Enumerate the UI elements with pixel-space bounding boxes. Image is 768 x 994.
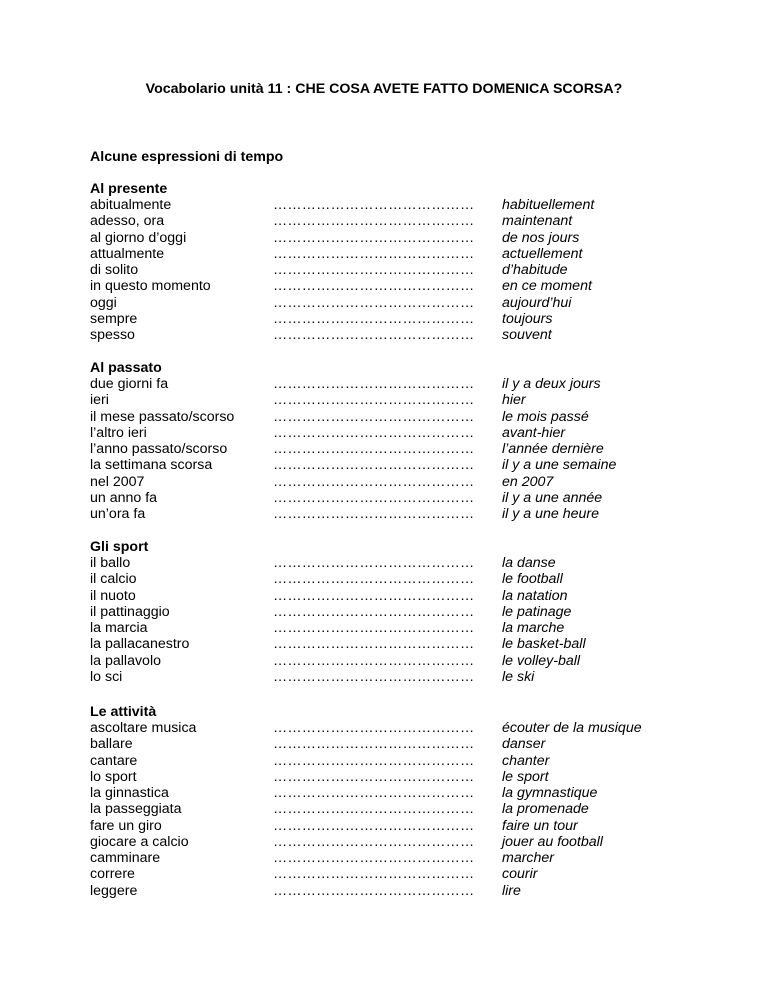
dotted-leader: ……………………………………: [273, 245, 475, 262]
italian-term: il nuoto: [90, 587, 136, 604]
dotted-leader: ……………………………………: [273, 833, 475, 850]
french-translation: le ski: [502, 668, 535, 685]
dotted-leader: ……………………………………: [273, 457, 475, 474]
dotted-leader: ……………………………………: [273, 736, 475, 753]
vocab-row: [90, 736, 690, 752]
italian-term: lo sci: [90, 668, 123, 685]
french-translation: le patinage: [502, 603, 572, 620]
french-translation: courir: [502, 866, 538, 883]
dotted-leader: ……………………………………: [273, 392, 475, 409]
french-translation: la danse: [502, 555, 556, 571]
italian-term: il mese passato/scorso: [90, 408, 235, 425]
italian-term: abitualmente: [90, 197, 172, 213]
vocab-row: [90, 604, 690, 620]
italian-term: nel 2007: [90, 473, 145, 490]
dotted-leader: ……………………………………: [273, 652, 475, 669]
italian-term: ieri: [90, 392, 109, 409]
dotted-leader: ……………………………………: [273, 262, 475, 278]
italian-term: lo sport: [90, 768, 137, 785]
french-translation: la promenade: [502, 801, 589, 818]
vocab-row: [90, 230, 690, 246]
french-translation: hier: [502, 392, 526, 409]
section-sports: [90, 539, 690, 685]
vocab-row: [90, 409, 690, 425]
vocab-row: [90, 311, 690, 327]
italian-term: correre: [90, 866, 135, 883]
dotted-leader: ……………………………………: [273, 229, 475, 246]
vocab-row: [90, 506, 690, 522]
french-translation: de nos jours: [502, 229, 580, 246]
dotted-leader: ……………………………………: [273, 801, 475, 818]
italian-term: la passeggiata: [90, 801, 182, 818]
french-translation: avant-hier: [502, 424, 566, 441]
french-translation: d’habitude: [502, 262, 568, 278]
section-heading: Gli sport: [90, 539, 149, 555]
italian-term: ascoltare musica: [90, 720, 197, 736]
italian-term: il calcio: [90, 571, 137, 588]
dotted-leader: ……………………………………: [273, 506, 475, 522]
vocab-row: [90, 753, 690, 769]
french-translation: en 2007: [502, 473, 554, 490]
italian-term: attualmente: [90, 245, 165, 262]
dotted-leader: ……………………………………: [273, 817, 475, 834]
vocab-row: [90, 213, 690, 229]
vocab-row: [90, 441, 690, 457]
italian-term: la settimana scorsa: [90, 457, 213, 474]
italian-term: il pattinaggio: [90, 603, 170, 620]
vocab-row: [90, 834, 690, 850]
dotted-leader: ……………………………………: [273, 489, 475, 506]
french-translation: la natation: [502, 587, 568, 604]
vocab-row: [90, 636, 690, 652]
french-translation: habituellement: [502, 197, 595, 213]
dotted-leader: ……………………………………: [273, 768, 475, 785]
vocab-row: [90, 474, 690, 490]
french-translation: il y a une semaine: [502, 457, 617, 474]
italian-term: due giorni fa: [90, 376, 169, 392]
italian-term: al giorno d’oggi: [90, 229, 187, 246]
french-translation: en ce moment: [502, 278, 592, 295]
section-past: [90, 360, 690, 522]
french-translation: lire: [502, 882, 521, 899]
dotted-leader: ……………………………………: [273, 197, 475, 213]
italian-term: l’altro ieri: [90, 424, 147, 441]
french-translation: danser: [502, 736, 546, 753]
vocab-row: [90, 653, 690, 669]
dotted-leader: ……………………………………: [273, 310, 475, 327]
french-translation: la marche: [502, 620, 565, 636]
italian-term: di solito: [90, 262, 139, 278]
dotted-leader: ……………………………………: [273, 424, 475, 441]
italian-term: sempre: [90, 310, 138, 327]
section-activities: [90, 704, 690, 899]
vocab-row: [90, 818, 690, 834]
dotted-leader: ……………………………………: [273, 294, 475, 311]
french-translation: il y a une heure: [502, 506, 600, 522]
vocab-row: [90, 278, 690, 294]
vocab-row: [90, 785, 690, 801]
dotted-leader: ……………………………………: [273, 571, 475, 588]
vocab-row: [90, 262, 690, 278]
italian-term: la ginnastica: [90, 785, 169, 801]
french-translation: le football: [502, 571, 563, 588]
french-translation: toujours: [502, 310, 553, 327]
french-translation: marcher: [502, 850, 555, 866]
section-present: [90, 181, 690, 343]
french-translation: le volley-ball: [502, 652, 581, 669]
french-translation: maintenant: [502, 213, 573, 230]
dotted-leader: ……………………………………: [273, 473, 475, 490]
vocab-row: [90, 392, 690, 408]
vocab-row: [90, 620, 690, 636]
dotted-leader: ……………………………………: [273, 785, 475, 801]
italian-term: cantare: [90, 752, 138, 769]
dotted-leader: ……………………………………: [273, 587, 475, 604]
vocab-row: [90, 197, 690, 213]
dotted-leader: ……………………………………: [273, 620, 475, 636]
dotted-leader: ……………………………………: [273, 603, 475, 620]
vocab-row: [90, 457, 690, 473]
french-translation: le mois passé: [502, 408, 589, 425]
vocab-row: [90, 801, 690, 817]
french-translation: le sport: [502, 768, 549, 785]
dotted-leader: ……………………………………: [273, 850, 475, 866]
italian-term: oggi: [90, 294, 117, 311]
dotted-leader: ……………………………………: [273, 668, 475, 685]
vocab-row: [90, 769, 690, 785]
dotted-leader: ……………………………………: [273, 752, 475, 769]
italian-term: ballare: [90, 736, 133, 753]
french-translation: écouter de la musique: [502, 720, 642, 736]
document-title: Vocabolario unità 11 : CHE COSA AVETE FATTO DOMENICA SCORSA?: [145, 81, 623, 97]
italian-term: l’anno passato/scorso: [90, 441, 228, 457]
dotted-leader: ……………………………………: [273, 866, 475, 883]
italian-term: la pallavolo: [90, 652, 161, 669]
section-subtitle: Alcune espressioni di tempo: [90, 149, 284, 165]
dotted-leader: ……………………………………: [273, 376, 475, 392]
vocab-row: [90, 555, 690, 571]
french-translation: chanter: [502, 752, 550, 769]
vocab-row: [90, 295, 690, 311]
section-heading: Le attività: [90, 704, 157, 720]
vocab-row: [90, 588, 690, 604]
vocab-row: [90, 490, 690, 506]
vocab-row: [90, 866, 690, 882]
dotted-leader: ……………………………………: [273, 327, 475, 343]
french-translation: il y a deux jours: [502, 376, 601, 392]
dotted-leader: ……………………………………: [273, 882, 475, 899]
vocab-row: [90, 669, 690, 685]
french-translation: faire un tour: [502, 817, 578, 834]
french-translation: il y a une année: [502, 489, 603, 506]
dotted-leader: ……………………………………: [273, 441, 475, 457]
italian-term: camminare: [90, 850, 161, 866]
italian-term: la pallacanestro: [90, 636, 190, 653]
dotted-leader: ……………………………………: [273, 408, 475, 425]
dotted-leader: ……………………………………: [273, 555, 475, 571]
section-heading: Al presente: [90, 181, 168, 197]
italian-term: fare un giro: [90, 817, 162, 834]
italian-term: giocare a calcio: [90, 833, 189, 850]
italian-term: la marcia: [90, 620, 148, 636]
vocab-row: [90, 376, 690, 392]
french-translation: aujourd’hui: [502, 294, 572, 311]
vocab-row: [90, 883, 690, 899]
french-translation: la gymnastique: [502, 785, 598, 801]
french-translation: jouer au football: [502, 833, 603, 850]
french-translation: souvent: [502, 327, 552, 343]
french-translation: l’année dernière: [502, 441, 604, 457]
vocab-row: [90, 425, 690, 441]
vocab-row: [90, 246, 690, 262]
dotted-leader: ……………………………………: [273, 213, 475, 230]
italian-term: adesso, ora: [90, 213, 165, 230]
italian-term: un anno fa: [90, 489, 158, 506]
vocab-row: [90, 850, 690, 866]
vocab-row: [90, 571, 690, 587]
italian-term: in questo momento: [90, 278, 211, 295]
vocab-row: [90, 327, 690, 343]
french-translation: le basket-ball: [502, 636, 586, 653]
dotted-leader: ……………………………………: [273, 636, 475, 653]
vocab-row: [90, 720, 690, 736]
dotted-leader: ……………………………………: [273, 278, 475, 295]
italian-term: il ballo: [90, 555, 131, 571]
section-heading: Al passato: [90, 360, 162, 376]
italian-term: spesso: [90, 327, 135, 343]
dotted-leader: ……………………………………: [273, 720, 475, 736]
french-translation: actuellement: [502, 245, 583, 262]
italian-term: leggere: [90, 882, 138, 899]
italian-term: un’ora fa: [90, 506, 146, 522]
